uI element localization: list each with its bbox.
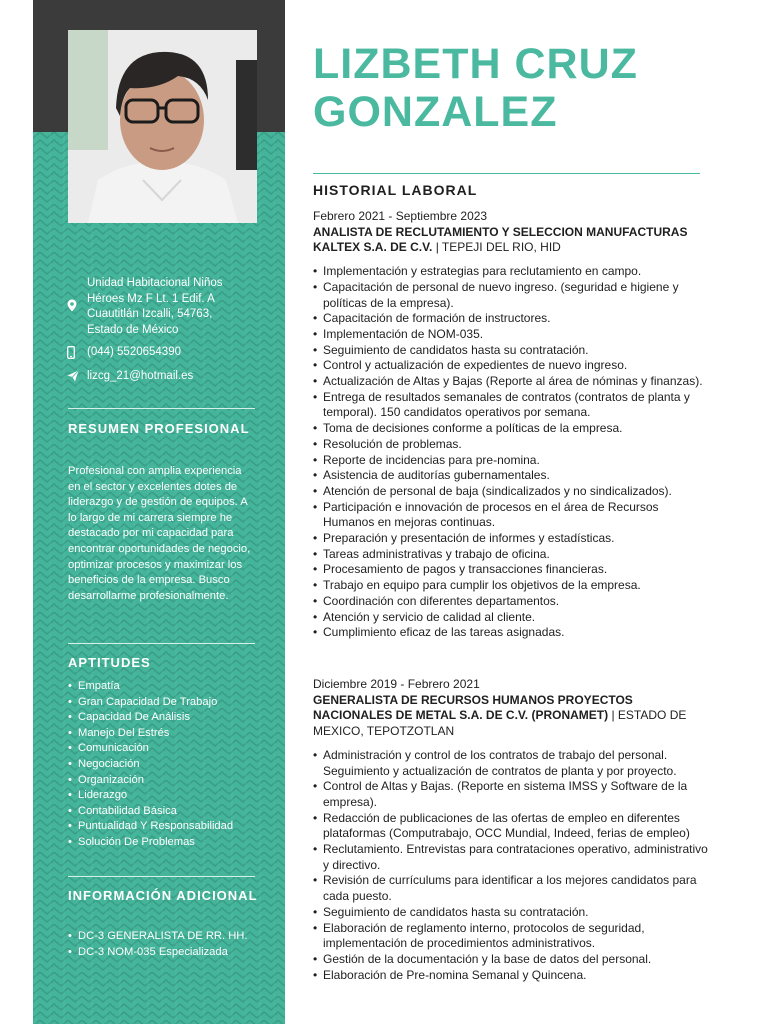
skill-item: • Liderazgo xyxy=(68,788,258,804)
task-item: • Control y actualización de expedientes de nuevo ingreso. xyxy=(313,358,708,374)
send-icon xyxy=(67,370,79,382)
skill-item: • Capacidad De Análisis xyxy=(68,710,258,726)
phone-icon xyxy=(67,346,75,359)
task-item: • Reclutamiento. Entrevistas para contrataciones operativo, administrativo y directivo. xyxy=(313,842,708,873)
task-item: • Seguimiento de candidatos hasta su contratación. xyxy=(313,905,708,921)
extra-info-list xyxy=(68,929,258,960)
task-item: • Implementación y estrategias para reclutamiento en campo. xyxy=(313,264,708,280)
task-item: • Elaboración de reglamento interno, protocolos de seguridad, implementación de procedimientos administrativos. xyxy=(313,921,708,952)
job-entry xyxy=(313,677,708,983)
email-text[interactable]: lizcg_21@hotmail.es xyxy=(87,370,194,382)
task-item: • Resolución de problemas. xyxy=(313,437,708,453)
task-item: • Gestión de la documentación y la base de datos del personal. xyxy=(313,952,708,968)
contact-phone xyxy=(67,345,181,361)
task-item: • Coordinación con diferentes departamentos. xyxy=(313,594,708,610)
skills-title: APTITUDES xyxy=(68,655,151,670)
skill-item: • Negociación xyxy=(68,757,258,773)
task-item: • Capacitación de personal de nuevo ingreso. (seguridad e higiene y políticas de la empresa). xyxy=(313,280,708,311)
job-location: | ESTADO DE MEXICO, TEPOTZOTLAN xyxy=(313,708,687,739)
task-item: • Atención de personal de baja (sindicalizados y no sindicalizados). xyxy=(313,484,708,500)
job-heading xyxy=(313,693,708,740)
divider xyxy=(68,643,255,644)
header-rule xyxy=(313,173,700,174)
divider xyxy=(68,408,255,409)
sidebar xyxy=(33,0,285,1024)
task-item: • Redacción de publicaciones de las ofertas de empleo en diferentes plataformas (Computrabajo, OCC Mundial, Indeed, ferias de empleo) xyxy=(313,811,708,842)
job-position: ANALISTA DE RECLUTAMIENTO Y SELECCION MANUFACTURAS KALTEX S.A. DE C.V. xyxy=(313,224,688,255)
task-item: • Tareas administrativas y trabajo de oficina. xyxy=(313,547,708,563)
task-item: • Cumplimiento eficaz de las tareas asignadas. xyxy=(313,625,708,641)
task-item: • Reporte de incidencias para pre-nomina. xyxy=(313,453,708,469)
task-item: • Atención y servicio de calidad al cliente. xyxy=(313,610,708,626)
extra-info-item: • DC-3 GENERALISTA DE RR. HH. xyxy=(68,929,258,945)
address-text: Unidad Habitacional Niños Héroes Mz F Lt. 1 Edif. A Cuautitlán Izcalli, 54763, Estado de México xyxy=(87,277,223,336)
job-tasks xyxy=(313,264,708,641)
skill-item: • Gran Capacidad De Trabajo xyxy=(68,695,258,711)
task-item: • Administración y control de los contratos de trabajo del personal. Seguimiento y actualización de contratos de planta y por proyecto. xyxy=(313,748,708,779)
job-tasks xyxy=(313,748,708,984)
location-pin-icon xyxy=(67,299,77,312)
candidate-name: LIZBETH CRUZ GONZALEZ xyxy=(313,40,638,136)
divider xyxy=(68,876,255,877)
job-location: | TEPEJI DEL RIO, HID xyxy=(432,240,561,255)
task-item: • Actualización de Altas y Bajas (Reporte al área de nóminas y finanzas). xyxy=(313,374,708,390)
skill-item: • Empatía xyxy=(68,679,258,695)
job-position: GENERALISTA DE RECURSOS HUMANOS PROYECTOS NACIONALES DE METAL S.A. DE C.V. (PRONAMET) xyxy=(313,692,633,723)
task-item: • Asistencia de auditorías gubernamentales. xyxy=(313,468,708,484)
phone-text[interactable]: (044) 5520654390 xyxy=(87,346,181,358)
task-item: • Preparación y presentación de informes y estadísticas. xyxy=(313,531,708,547)
task-item: • Entrega de resultados semanales de contratos (contratos de planta y temporal). 150 candidatos operativos por semana. xyxy=(313,390,708,421)
profile-photo xyxy=(68,30,257,223)
skill-item: • Organización xyxy=(68,773,258,789)
task-item: • Procesamiento de pagos y transacciones financieras. xyxy=(313,562,708,578)
extra-info-title: INFORMACIÓN ADICIONAL xyxy=(68,888,258,903)
extra-info-item: • DC-3 NOM-035 Especializada xyxy=(68,945,258,961)
skill-item: • Comunicación xyxy=(68,741,258,757)
summary-title: RESUMEN PROFESIONAL xyxy=(68,421,250,436)
job-heading xyxy=(313,225,708,256)
skill-item: • Contabilidad Básica xyxy=(68,804,258,820)
task-item: • Implementación de NOM-035. xyxy=(313,327,708,343)
task-item: • Toma de decisiones conforme a políticas de la empresa. xyxy=(313,421,708,437)
skill-item: • Solución De Problemas xyxy=(68,835,258,851)
task-item: • Capacitación de formación de instructores. xyxy=(313,311,708,327)
task-item: • Revisión de currículums para identificar a los mejores candidatos para cada puesto. xyxy=(313,873,708,904)
contact-address xyxy=(67,276,237,338)
work-history-title: HISTORIAL LABORAL xyxy=(313,182,478,198)
task-item: • Control de Altas y Bajas. (Reporte en sistema IMSS y Software de la empresa). xyxy=(313,779,708,810)
job-dates: Febrero 2021 - Septiembre 2023 xyxy=(313,209,488,223)
task-item: • Participación e innovación de procesos en el área de Recursos Humanos en mejoras continuas. xyxy=(313,500,708,531)
skills-list xyxy=(68,679,258,851)
summary-text: Profesional con amplia experiencia en el sector y excelentes dotes de liderazgo y de gestión de equipos. A lo largo de mi carrera siempre he destacado por mi capacidad para encontrar oportunidades de negocio, optimizar procesos y maximizar los beneficios de la empresa. Busco desarrollarme profesionalmente. xyxy=(68,465,251,602)
job-entry xyxy=(313,209,708,641)
job-dates: Diciembre 2019 - Febrero 2021 xyxy=(313,677,480,691)
contact-email xyxy=(67,369,193,385)
skill-item: • Puntualidad Y Responsabilidad xyxy=(68,819,258,835)
task-item: • Elaboración de Pre-nomina Semanal y Quincena. xyxy=(313,968,708,984)
skill-item: • Manejo Del Estrés xyxy=(68,726,258,742)
task-item: • Seguimiento de candidatos hasta su contratación. xyxy=(313,343,708,359)
task-item: • Trabajo en equipo para cumplir los objetivos de la empresa. xyxy=(313,578,708,594)
